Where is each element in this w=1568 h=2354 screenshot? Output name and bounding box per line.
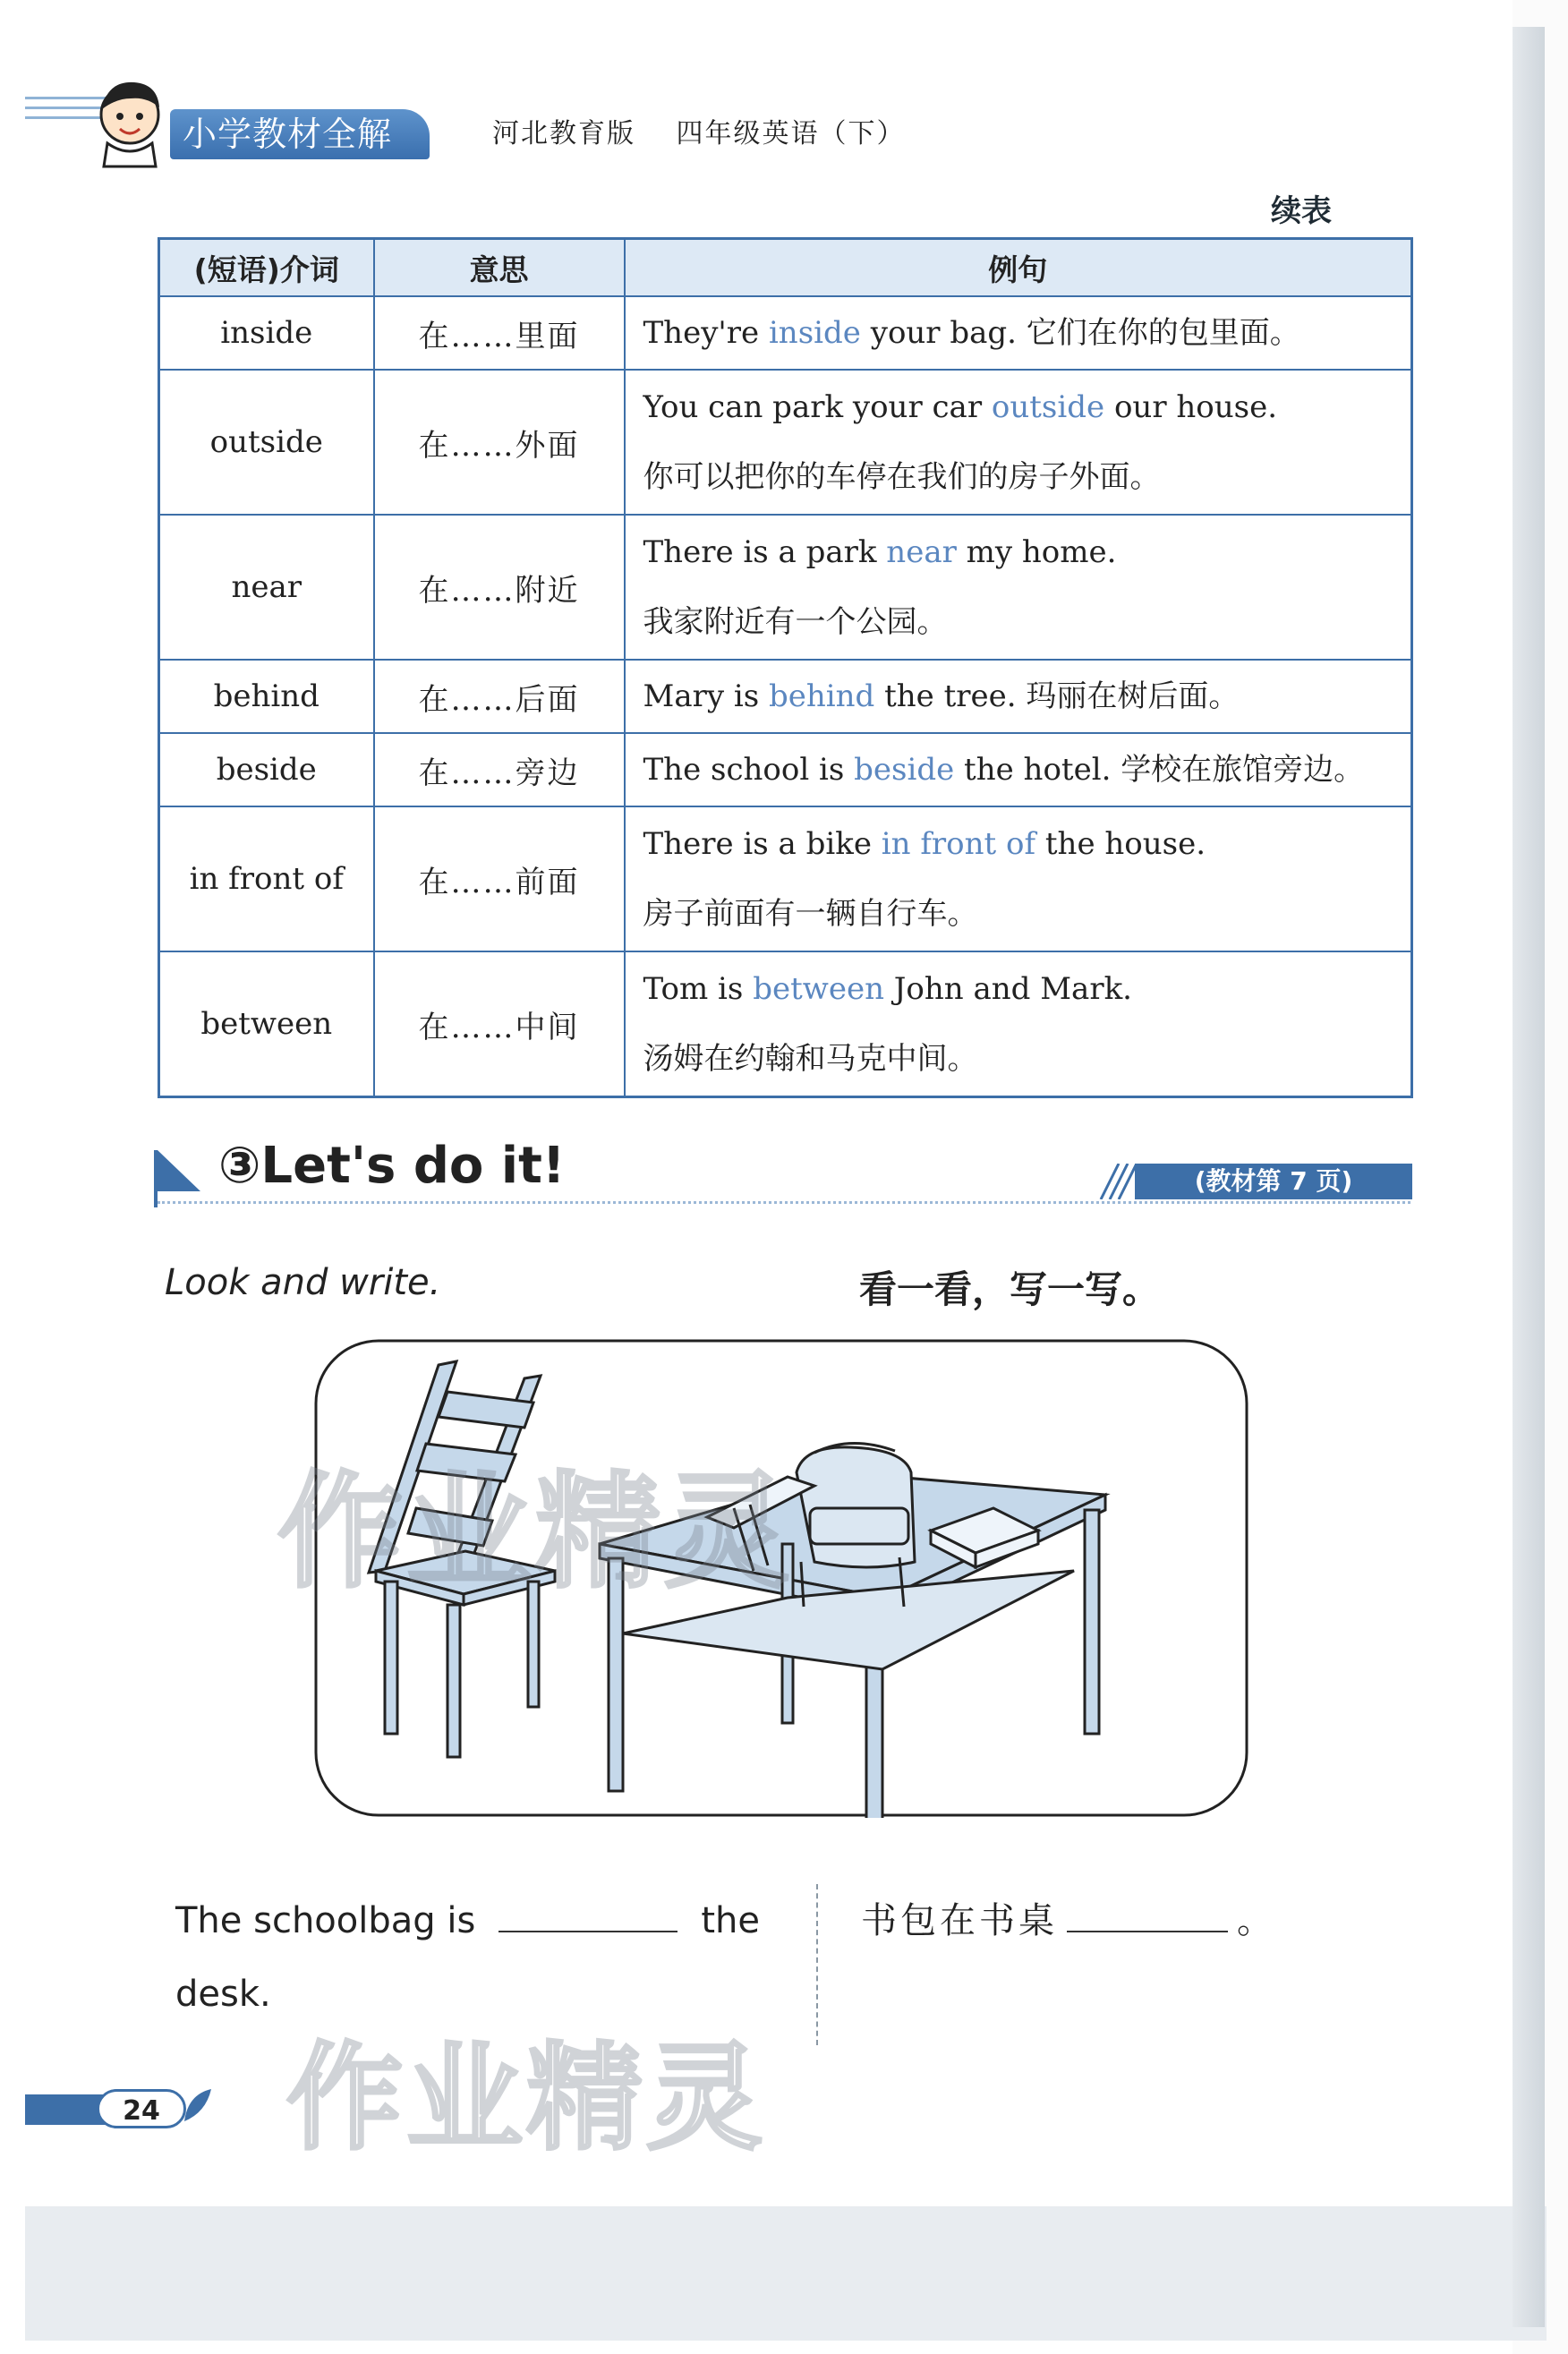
row-word: in front of [159,806,374,951]
row-meaning: 在……前面 [374,806,625,951]
example-text: my home. [956,534,1117,570]
answer-blank-english[interactable] [499,1898,677,1932]
example-translation: 汤姆在约翰和马克中间。 [643,1041,978,1077]
table-row [159,733,1412,806]
row-word: beside [159,733,374,806]
row-meaning: 在……里面 [374,296,625,370]
exercise-text: desk. [175,1974,271,2015]
example-highlight: between [753,971,884,1007]
slashes-decor-icon [1097,1164,1137,1199]
page-edge [1513,27,1545,2327]
exercise-text: the [701,1900,760,1941]
exercise-text: 书包在书桌 [861,1900,1058,1941]
example-text: You can park your car [643,389,992,425]
textbook-page-tag: (教材第 7 页) [1135,1164,1412,1199]
preposition-table [158,237,1413,1098]
leaf-icon [179,2085,215,2125]
watermark-text: 作业精灵 [286,2030,767,2166]
example-translation: 你可以把你的车停在我们的房子外面。 [643,459,1161,495]
example-highlight: outside [991,389,1105,425]
example-line [643,735,1410,805]
example-line [643,298,1410,368]
section-rule [158,1201,1410,1204]
row-word: near [159,515,374,660]
table-row [159,806,1412,951]
header-example: 例句 [625,239,1412,297]
instruction-english: Look and write. [165,1262,441,1303]
row-word: between [159,951,374,1097]
book-title: 四年级英语（下） [676,118,906,149]
continued-label: 续表 [1271,193,1332,229]
example-text: There is a park [643,534,887,570]
example-text: the hotel. 学校在旅馆旁边。 [954,752,1365,788]
publisher: 河北教育版 [492,118,635,149]
exercise-chinese [861,1884,1276,1957]
table-row [159,515,1412,660]
row-meaning: 在……中间 [374,951,625,1097]
bottom-margin-strip [25,2206,1547,2341]
row-meaning: 在……后面 [374,660,625,733]
header-info [492,111,936,150]
exercise-divider [816,1884,818,2045]
watermark-text: 作业精灵 [277,1460,794,1606]
example-text: the house. [1035,826,1206,862]
example-line [643,372,1410,442]
row-example [625,515,1412,660]
example-highlight: beside [854,752,955,788]
example-text: There is a bike [643,826,882,862]
example-highlight: inside [768,315,861,351]
example-text: They're [643,315,769,351]
row-word: inside [159,296,374,370]
example-line [643,517,1410,587]
page-number-bar [25,2094,106,2125]
table-header-row [159,239,1412,297]
header-preposition: (短语)介词 [159,239,374,297]
table-row [159,296,1412,370]
example-highlight: near [886,534,957,570]
example-text: The school is [643,752,855,788]
example-line [643,661,1410,731]
row-meaning: 在……附近 [374,515,625,660]
table-row [159,660,1412,733]
row-example [625,806,1412,951]
row-example [625,733,1412,806]
instruction-chinese: 看一看，写一写。 [859,1267,1161,1311]
mascot-boy-icon [81,70,179,168]
example-text: your bag. 它们在你的包里面。 [860,315,1300,351]
row-example [625,296,1412,370]
section-title: ③Let's do it! [218,1137,566,1195]
table-row [159,370,1412,515]
row-example [625,660,1412,733]
example-text: Tom is [643,971,754,1007]
row-meaning: 在……外面 [374,370,625,515]
example-line [643,809,1410,879]
example-text: our house. [1104,389,1278,425]
table-row [159,951,1412,1097]
example-line [643,954,1410,1024]
answer-blank-chinese[interactable] [1067,1898,1228,1932]
example-highlight: in front of [881,826,1036,862]
page-number: 24 [97,2089,186,2128]
example-text: the tree. 玛丽在树后面。 [874,678,1240,714]
brand-tab: 小学教材全解 [170,109,430,159]
example-translation: 房子前面有一辆自行车。 [643,896,978,932]
row-meaning: 在……旁边 [374,733,625,806]
row-word: outside [159,370,374,515]
example-text: Mary is [643,678,769,714]
example-highlight: behind [768,678,875,714]
header-meaning: 意思 [374,239,625,297]
row-example [625,370,1412,515]
row-example [625,951,1412,1097]
section-triangle-icon [158,1150,200,1191]
example-text: John and Mark. [883,971,1132,1007]
exercise-text: 。 [1237,1900,1276,1941]
row-word: behind [159,660,374,733]
exercise-text: The schoolbag is [175,1900,476,1941]
example-translation: 我家附近有一个公园。 [643,604,948,640]
